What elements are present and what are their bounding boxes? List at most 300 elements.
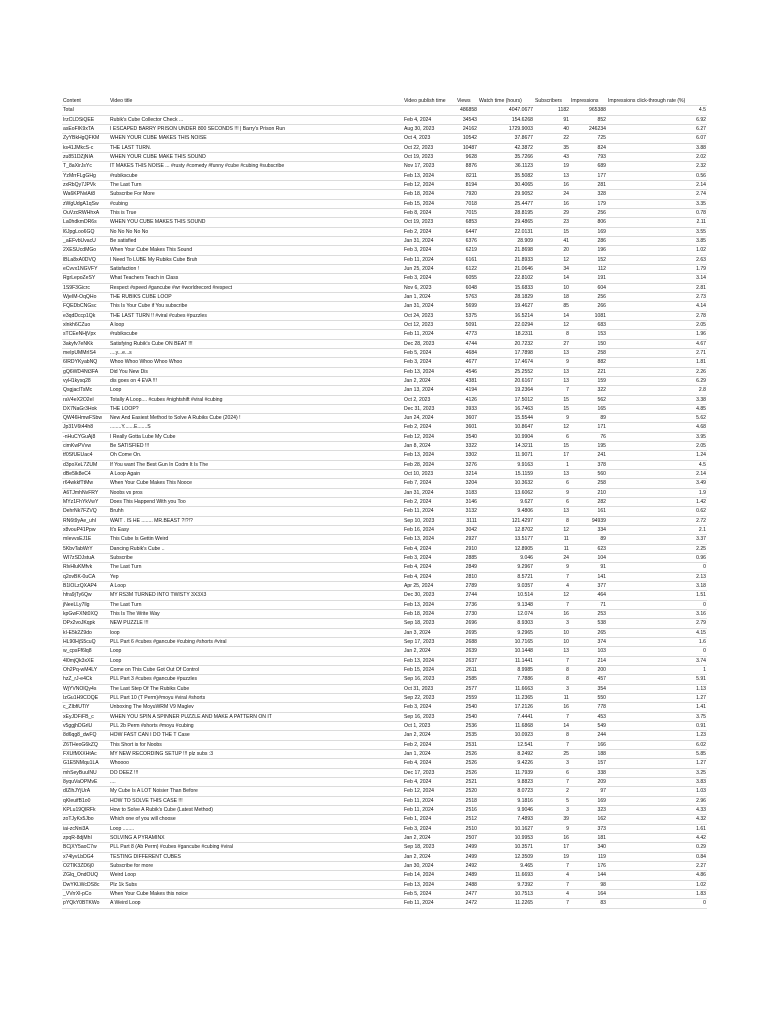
cell-subscribers: 8 [566,732,569,739]
cell-impressions: 179 [597,200,606,207]
table-row [62,227,707,236]
cell-watch-time: 17.2126 [514,704,533,711]
cell-subscribers: 13 [563,349,569,356]
table-row [62,572,707,581]
cell-views: 2516 [465,806,477,813]
cell-content-id: Z6THeoG6kZQ [63,741,98,748]
cell-subscribers: 13 [563,368,569,375]
cell-video-title: IT MAKES THIS NOISE ... #rusty #comedy #funny #cube #cubing #subscribe [110,163,285,170]
cell-publish-time: Dec 28, 2023 [404,340,435,347]
cell-subscribers: 7 [566,778,569,785]
cell-publish-time: Feb 5, 2024 [404,890,432,897]
cell-subscribers: 85 [563,303,569,310]
cell-ctr: 3.14 [696,275,706,282]
cell-video-title: NEW PUZZLE !!! [110,620,149,627]
table-row [62,423,707,432]
cell-video-title: THE LAST TURN. [110,144,152,151]
cell-subscribers: 8 [566,676,569,683]
cell-watch-time: 30.4065 [514,181,533,188]
cell-views: 2559 [465,695,477,701]
cell-content-id: DX7NaGr3Hok [63,405,97,412]
cell-watch-time: 10.514 [517,592,533,599]
cell-content-id: xlnkh6CZuo [63,321,91,328]
cell-impressions: 166 [597,741,606,748]
cell-video-title: THE RUBIKS CUBE LOOP [110,293,172,300]
cell-views: 3302 [465,452,477,459]
cell-ctr: 2.1 [698,527,706,534]
cell-video-title: Subscribe for more [110,862,154,869]
cell-subscribers: 10 [563,639,569,646]
cell-watch-time: 11.1441 [514,657,533,664]
cell-impressions: 882 [597,359,606,366]
cell-subscribers: 9 [566,415,569,422]
cell-subscribers: 35 [563,144,569,151]
cell-content-id: KPLu19QlRFk [63,806,96,813]
cell-video-title: #cubing [110,200,128,207]
cell-impressions: 119 [597,853,606,860]
cell-video-title: WAIT . IS HE ........ MR.BEAST ?!?!? [110,517,193,524]
cell-impressions: 852 [597,116,606,123]
cell-publish-time: Feb 13, 2024 [404,368,435,375]
cell-views: 2521 [465,778,477,785]
cell-video-title: PLL Part 6 #cubes #gancube #cubing #shorts #viral [110,639,227,646]
cell-views: 2885 [465,555,477,562]
cell-content-id: B1lOLzQXAP4 [63,583,97,590]
cell-subscribers: 13 [563,471,569,478]
table-row [62,721,707,730]
cell-publish-time: Feb 11, 2024 [404,806,434,813]
cell-publish-time: Aug 30, 2023 [404,125,435,132]
cell-ctr: 1.96 [696,331,706,338]
cell-impressions: 157 [597,760,606,767]
cell-video-title: dis goes on 4 EVA !!! [110,377,157,384]
cell-impressions: 161 [597,508,606,515]
cell-content-id: c_ZIbfiUTiY [63,704,90,711]
cell-views: 2526 [465,769,477,776]
cell-content-id: Wa6KPNvlAt8 [63,191,96,198]
table-row [62,563,707,572]
cell-watch-time: 22.0294 [514,321,533,328]
cell-subscribers: 8 [566,517,569,524]
cell-publish-time: Feb 3, 2024 [404,359,432,366]
cell-impressions: 209 [597,778,606,785]
cell-impressions: 150 [597,340,606,347]
cell-watch-time: 10.9953 [514,834,533,841]
cell-ctr: 2.05 [696,321,706,328]
cell-views: 4773 [465,331,477,338]
table-row [62,199,707,208]
table-row [62,292,707,301]
cell-views: 2472 [465,900,477,907]
cell-impressions: 604 [597,284,606,291]
cell-publish-time: Feb 3, 2024 [404,825,432,832]
cell-impressions: 176 [597,862,606,869]
total-date [403,106,456,115]
cell-subscribers: 13 [563,508,569,515]
cell-ctr: 1.02 [696,881,706,888]
cell-impressions: 378 [597,461,606,468]
cell-impressions: 200 [597,667,606,674]
table-row [62,246,707,255]
cell-impressions: 549 [597,722,606,729]
table-row [62,852,707,861]
cell-video-title: This Cube Is Gettin Weird [110,536,169,543]
cell-watch-time: 9.4806 [517,508,533,515]
cell-video-title: Did You New Dis [110,368,148,375]
cell-subscribers: 27 [563,340,569,347]
cell-video-title: Plz 1k Subs [110,881,137,888]
cell-ctr: 2.32 [696,163,706,170]
cell-content-id: WI7zSDJstuA [63,555,95,562]
table-row [62,404,707,413]
cell-subscribers: 12 [563,256,569,263]
cell-subscribers: 34 [563,265,569,272]
cell-ctr: 3.83 [696,778,706,785]
cell-publish-time: Sep 22, 2023 [404,695,435,701]
cell-impressions: 256 [597,209,606,216]
cell-views: 2520 [465,788,477,795]
cell-impressions: 689 [597,163,606,170]
cell-ctr: 5.91 [696,676,706,683]
cell-subscribers: 12 [563,321,569,328]
cell-content-id: pYQkY0BTKWo [63,900,100,907]
cell-subscribers: 7 [566,881,569,888]
cell-subscribers: 12 [563,592,569,599]
cell-video-title: WHEN YOUR CUBE MAKE THIS SOUND [110,153,206,160]
cell-views: 5699 [465,303,477,310]
cell-video-title: A Loop Again [110,471,141,478]
table-row [62,805,707,814]
table-row [62,152,707,161]
cell-content-id: 4l0mjQk3xXE [63,657,94,664]
cell-subscribers: 91 [563,116,569,123]
cell-views: 3276 [465,461,477,468]
cell-subscribers: 8 [566,331,569,338]
table-row [62,218,707,227]
cell-video-title: MY NEW RECORDING SETUP !!! plz subs :3 [110,750,214,757]
cell-ctr: 0.56 [696,172,706,179]
cell-views: 3111 [466,517,477,524]
cell-publish-time: Jan 30, 2024 [404,862,434,869]
cell-content-id: DwYKLWcDS8c [63,881,100,888]
cell-subscribers: 6 [566,433,569,440]
cell-subscribers: 22 [563,135,569,142]
cell-impressions: 258 [597,349,606,356]
cell-video-title: Yep [110,573,119,580]
cell-watch-time: 9.0357 [517,583,533,590]
cell-views: 2611 [466,667,477,674]
cell-publish-time: Feb 13, 2024 [404,601,435,608]
cell-watch-time: 8.9303 [517,620,533,627]
cell-impressions: 793 [597,153,606,160]
cell-watch-time: 9.1348 [517,601,533,608]
cell-impressions: 171 [597,424,606,431]
cell-video-title: MY RS3M TURNED INTO TWISTY 3X3X3 [110,592,207,599]
table-row [62,703,707,712]
table-row [62,666,707,675]
cell-content-id: 8d6qg8_dwFQ [63,732,97,739]
cell-subscribers: 7 [566,862,569,869]
cell-impressions: 374 [597,639,606,646]
cell-subscribers: 17 [563,452,569,459]
table-row [62,180,707,189]
cell-watch-time: 11.6868 [514,722,533,729]
cell-watch-time: 19.2364 [514,387,533,394]
cell-publish-time: Feb 4, 2024 [404,573,432,580]
cell-watch-time: 7.7886 [517,676,533,683]
cell-impressions: 165 [597,405,606,412]
cell-ctr: 0 [703,648,706,655]
cell-publish-time: Feb 11, 2024 [404,900,434,907]
cell-video-title: WHEN YOU SPIN A SPINNER PUZZLE AND MAKE A PATTERN ON IT [110,713,272,720]
cell-subscribers: 20 [563,247,569,254]
cell-views: 3933 [465,405,477,412]
cell-views: 9628 [465,153,477,160]
cell-video-title: This is True [110,209,137,216]
cell-watch-time: 8.0723 [517,788,533,795]
cell-impressions: 188 [597,750,606,757]
cell-video-title: New And Easiest Method to Solve A Rubiks Cube (2024) ! [110,415,241,422]
cell-watch-time: 7.4441 [517,713,533,720]
header-row [62,97,707,106]
cell-impressions: 725 [597,135,606,142]
cell-publish-time: Dec 31, 2023 [404,405,435,412]
cell-content-id: QW46HmwFSbw [63,415,103,422]
cell-views: 3132 [465,508,477,515]
cell-publish-time: Jan 2, 2024 [404,834,431,841]
cell-publish-time: Feb 3, 2024 [404,555,432,562]
table-row [62,367,707,376]
table-row [62,283,707,292]
cell-content-id: 2XESUcdMGo [63,247,97,254]
table-row [62,582,707,591]
cell-watch-time: 13.6062 [514,489,533,496]
cell-impressions: 162 [597,816,606,823]
cell-publish-time: Jan 1, 2024 [404,750,431,757]
cell-video-title: PLL Part 10 (T Perm)#moyu #viral #shorts [110,695,206,701]
cell-subscribers: 12 [563,424,569,431]
cell-ctr: 3.37 [696,536,706,543]
cell-publish-time: Dec 17, 2023 [404,769,435,776]
table-row [62,628,707,637]
cell-video-title: The Last Turn [110,181,142,188]
cell-publish-time: Feb 3, 2024 [404,704,432,711]
cell-subscribers: 40 [563,125,569,132]
cell-publish-time: Jan 31, 2024 [404,237,434,244]
cell-views: 2492 [465,862,477,869]
table-row [62,311,707,320]
cell-views: 2695 [465,629,477,636]
cell-subscribers: 8 [566,667,569,674]
cell-video-title: Subscribe [110,555,133,562]
cell-content-id: 5KbvTabWrY [63,545,93,552]
cell-impressions: 103 [597,648,606,655]
cell-video-title: Rubik's Cube Collector Check ... [110,116,184,123]
cell-ctr: 4.15 [696,629,706,636]
cell-ctr: 4.68 [696,424,706,431]
cell-publish-time: Jan 31, 2024 [404,303,434,310]
table-row [62,889,707,898]
cell-subscribers: 4 [566,890,569,897]
cell-ctr: 2.79 [696,620,706,627]
table-row [62,619,707,628]
cell-watch-time: 35.5082 [514,172,533,179]
cell-publish-time: Feb 2, 2024 [404,228,432,235]
cell-publish-time: Sep 16, 2023 [404,676,435,683]
cell-video-title: I ESCAPED BARRY PRISON UNDER 800 SECONDS !!! | Barry's Prison Run [110,125,286,132]
cell-impressions: 153 [597,331,606,338]
cell-publish-time: Feb 3, 2024 [404,247,432,254]
table-row [62,526,707,535]
cell-subscribers: 16 [563,200,569,207]
cell-ctr: 3.85 [696,237,706,244]
cell-views: 6048 [465,284,477,291]
cell-content-id: OuVzcRWHhxA [63,209,100,216]
cell-views: 6055 [465,275,477,282]
cell-views: 6122 [465,265,477,272]
cell-views: 2540 [465,704,477,711]
cell-content-id: w_cpsFf6lq8 [63,648,92,655]
cell-video-title: A Weird Loop [110,900,141,907]
table-row [62,899,707,908]
cell-content-id: IrzCLDSiQEE [63,116,95,123]
cell-ctr: 1.9 [698,489,706,496]
cell-publish-time: Oct 2, 2023 [404,396,431,403]
cell-views: 4677 [465,359,477,366]
cell-subscribers: 11 [563,545,569,552]
cell-subscribers: 4 [566,872,569,879]
cell-publish-time: Oct 1, 2023 [404,722,431,729]
cell-views: 5091 [465,321,477,328]
cell-video-title: HOW FAST CAN I DO THE T Case [110,732,190,739]
cell-views: 2540 [465,713,477,720]
cell-views: 7920 [465,191,477,198]
table-row [62,320,707,329]
cell-content-id: r64wkkfTtMw [63,480,93,487]
cell-views: 2696 [465,620,477,627]
cell-impressions: 328 [597,191,606,198]
cell-subscribers: 15 [563,396,569,403]
cell-subscribers: 13 [563,648,569,655]
cell-views: 2730 [465,611,477,618]
cell-content-id: zxRbQy7JPVk [63,181,96,188]
cell-subscribers: 6 [566,769,569,776]
cell-content-id: tf0SfUEUac4 [63,452,93,459]
cell-watch-time: 17.7898 [514,349,533,356]
cell-video-title: Unboxing The MoyuWRM V9 Maglev [110,704,194,711]
cell-watch-time: 11.7939 [514,769,533,776]
cell-views: 2507 [465,834,477,841]
cell-views: 3214 [465,471,477,478]
cell-publish-time: Feb 12, 2024 [404,788,435,795]
cell-publish-time: Feb 4, 2024 [404,778,432,785]
cell-watch-time: 8.2492 [517,750,533,757]
cell-content-id: hfra9jTy6Qw [63,592,92,599]
cell-publish-time: Feb 4, 2024 [404,116,432,123]
table-row [62,386,707,395]
cell-watch-time: 9.9163 [517,461,533,468]
cell-publish-time: Feb 4, 2024 [404,545,432,552]
cell-publish-time: Jan 8, 2024 [404,443,431,450]
cell-watch-time: 9.8823 [517,778,533,785]
cell-ctr: 3.75 [696,713,706,720]
cell-video-title: Satisfying Rubik's Cube ON BEAT !!! [110,340,193,347]
cell-subscribers: 7 [566,900,569,907]
table-row [62,768,707,777]
cell-impressions: 191 [597,275,606,282]
cell-impressions: 453 [597,713,606,720]
cell-subscribers: 24 [563,555,569,562]
cell-subscribers: 43 [563,153,569,160]
cell-content-id: ks41JMkcS-c [63,144,94,151]
cell-watch-time: 9.4226 [517,760,533,767]
table-row [62,236,707,245]
cell-watch-time: 36.1123 [514,163,533,170]
cell-content-id: zpqR-8djMhI [63,834,92,841]
cell-video-title: It's Easy [110,527,130,534]
cell-watch-time: 8.9985 [517,667,533,674]
cell-publish-time: Feb 2, 2024 [404,499,432,506]
cell-video-title: PLL 2b Perm #shorts #moyu #cubing [110,722,194,729]
cell-content-id: zoTJyKx5Jbo [63,816,94,823]
cell-ctr: 0 [703,601,706,608]
cell-views: 2535 [465,732,477,739]
cell-views: 10487 [462,144,477,151]
cell-video-title: If You want The Best Gun In Codm It Is The [110,461,209,468]
cell-watch-time: 22.0131 [514,228,533,235]
cell-views: 2927 [465,536,477,543]
cell-impressions: 169 [597,228,606,235]
cell-content-id: RlvHluKMfvk [63,564,93,571]
cell-video-title: Noobs vs pros [110,489,143,496]
cell-content-id: meIpUMMrIS4 [63,349,96,356]
cell-watch-time: 35.7266 [514,153,533,160]
col-header-subscribers: Subscribers [535,98,562,104]
cell-content-id: RgrLepoZeSY [63,275,96,282]
cell-subscribers: 15 [563,443,569,450]
cell-watch-time: 9.046 [520,555,533,562]
cell-watch-time: 10.3632 [514,480,533,487]
cell-views: 2744 [465,592,477,599]
cell-publish-time: Feb 4, 2024 [404,760,432,767]
cell-video-title: Be SATISFIED !!! [110,443,150,450]
table-row [62,638,707,647]
cell-content-id: raV4eX2O2el [63,396,94,403]
cell-publish-time: Oct 24, 2023 [404,312,434,319]
cell-publish-time: Feb 14, 2024 [404,872,435,879]
cell-views: 2585 [465,676,477,683]
cell-watch-time: 10.8647 [514,424,533,431]
cell-views: 4381 [465,377,477,384]
total-subscribers: 1182 [558,107,569,114]
cell-subscribers: 29 [563,209,569,216]
cell-views: 2518 [465,797,477,804]
cell-impressions: 806 [597,219,606,226]
cell-content-id: q2ovBK-0uCA [63,573,96,580]
cell-video-title: A Loop [110,583,126,590]
cell-content-id: x74lyvLbDG4 [63,853,94,860]
cell-impressions: 89 [600,415,606,422]
cell-views: 2577 [465,685,477,692]
cell-views: 3204 [465,480,477,487]
cell-subscribers: 7 [566,713,569,720]
cell-watch-time: 154.6268 [511,116,533,123]
cell-subscribers: 16 [563,704,569,711]
cell-ctr: 2.02 [696,153,706,160]
cell-video-title: No No No No No [110,228,149,235]
cell-publish-time: Feb 15, 2024 [404,200,435,207]
cell-publish-time: Sep 16, 2023 [404,713,435,720]
